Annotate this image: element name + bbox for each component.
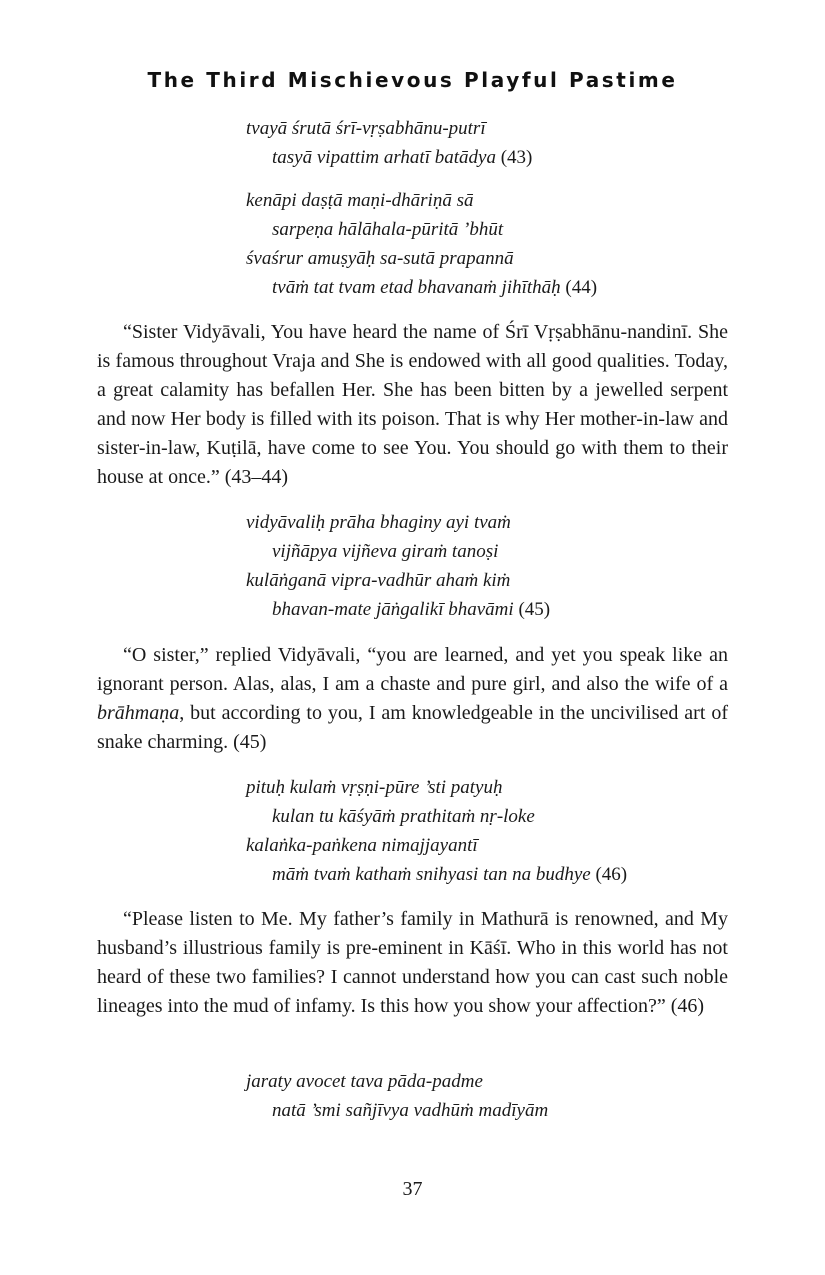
verse-line: tasyā vipattim arhatī batādya (43): [272, 147, 533, 168]
verse-line: pituḥ kulaṁ vṛṣṇi-pūre ’sti patyuḥ: [246, 777, 503, 798]
verse-number: (44): [565, 277, 598, 298]
verse-line: natā ’smi sañjīvya vadhūṁ madīyām: [272, 1100, 549, 1121]
verse-line: māṁ tvaṁ kathaṁ snihyasi tan na budhye (46): [272, 864, 628, 885]
verse-43: [246, 114, 766, 172]
verse-45: [246, 508, 766, 624]
verse-number: (43): [500, 147, 533, 168]
verse-line: kenāpi daṣṭā maṇi-dhāriṇā sā: [246, 190, 474, 211]
verse-line: jaraty avocet tava pāda-padme: [246, 1071, 483, 1092]
verse-46: [246, 773, 766, 889]
verse-number: (45): [518, 599, 551, 620]
paragraph-text: “Please listen to Me. My father’s family in Mathurā is renowned, and My husband’s illustrious family is pre-eminent in Kāśī. Who in this world has not heard of these two families? I cannot understand how you can cast such noble lineages into the mud of infamy. Is this how you show your affection?” (46): [97, 908, 728, 1017]
translation-paragraph: [97, 905, 728, 1021]
verse-line: śvaśrur amuṣyāḥ sa-sutā prapannā: [246, 248, 514, 269]
verse-line: sarpeṇa hālāhala-pūritā ’bhūt: [272, 219, 504, 240]
running-head: The Third Mischievous Playful Pastime: [147, 68, 678, 92]
verse-line: tvayā śrutā śrī-vṛṣabhānu-putrī: [246, 118, 486, 139]
verse-line: vidyāvaliḥ prāha bhaginy ayi tvaṁ: [246, 512, 511, 533]
verse-number: (46): [595, 864, 628, 885]
verse-line: tvāṁ tat tvam etad bhavanaṁ jihīthāḥ (44): [272, 277, 598, 298]
translation-paragraph: [97, 641, 728, 757]
verse-line: kulāṅganā vipra-vadhūr ahaṁ kiṁ: [246, 570, 511, 591]
verse-line: vijñāpya vijñeva giraṁ tanoṣi: [272, 541, 499, 562]
verse-44: [246, 186, 766, 302]
translation-paragraph: [97, 318, 728, 492]
paragraph-text: “Sister Vidyāvali, You have heard the name of Śrī Vṛṣabhānu-nandinī. She is famous throughout Vraja and She is endowed with all good qualities. Today, a great calamity has befallen Her. She has been bitten by a jewelled serpent and now Her body is filled with its poison. That is why Her mother-in-law and sister-in-law, Kuṭilā, have come to see You. You should go with them to their house at once.” (43–44): [97, 321, 728, 488]
verse-line: kalaṅka-paṅkena nimajjayantī: [246, 835, 478, 856]
verse-line: kulan tu kāśyāṁ prathitaṁ nṛ-loke: [272, 806, 535, 827]
verse-line: bhavan-mate jāṅgalikī bhavāmi (45): [272, 599, 551, 620]
paragraph-text: “O sister,” replied Vidyāvali, “you are learned, and yet you speak like an ignorant person. Alas, alas, I am a chaste and pure girl, and also the wife of a brāhmaṇa, but according to you, I am knowledgeable in the uncivilised art of snake charming. (45): [97, 644, 728, 753]
verse-47: [246, 1067, 766, 1125]
page-number: 37: [402, 1178, 423, 1200]
emphasis-term: brāhmaṇa: [97, 702, 180, 724]
